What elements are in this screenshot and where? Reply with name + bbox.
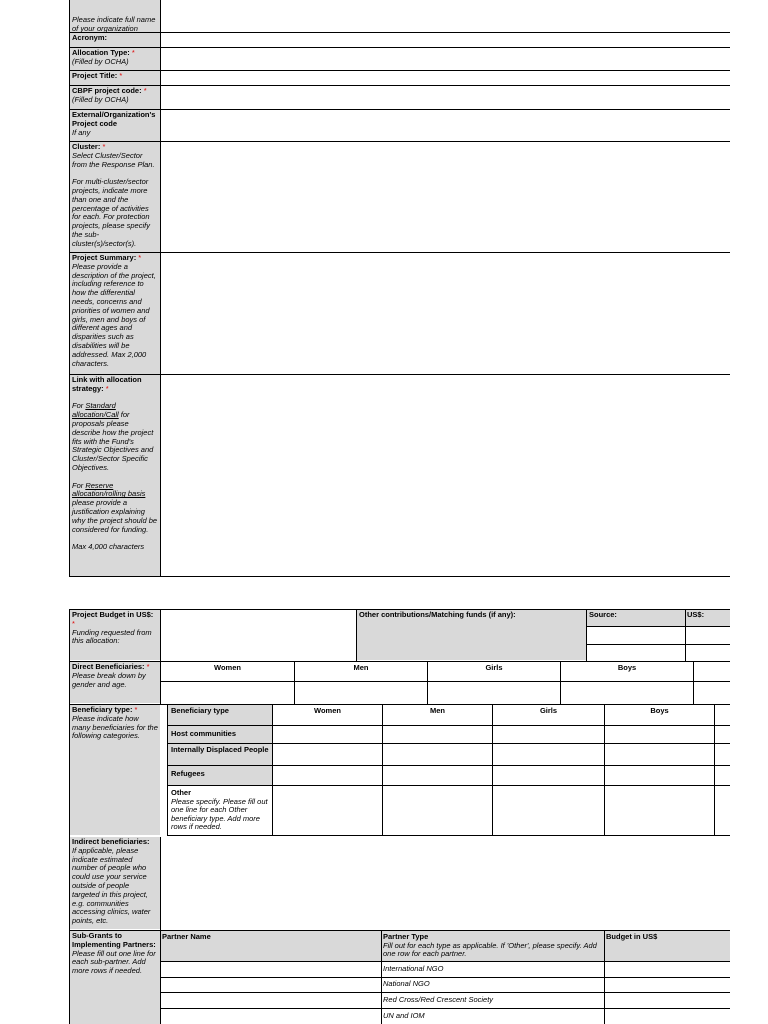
direct-boys-input[interactable] [561,682,693,703]
external-code-input[interactable] [161,110,730,141]
project-title-input[interactable] [161,71,730,85]
subgrants-divider [604,930,605,1024]
allocation-type-input[interactable] [161,48,730,70]
bentype-row-host: Host communities [171,729,237,738]
row-line [70,252,730,253]
bentype-row-refugees: Refugees [171,769,205,778]
budget-divider [356,609,357,661]
other-contrib-label: Other contributions/Matching funds (if any): [359,610,516,619]
budget-input[interactable] [161,610,356,660]
subgrants-divider [381,930,382,1024]
cbpf-code-input[interactable] [161,86,730,109]
row-line [587,644,730,645]
partner-type-intl-ngo[interactable]: International NGO [383,964,444,973]
usd-input-2[interactable] [686,645,730,662]
row-line [70,661,730,662]
direct-col-women: Women [214,663,241,672]
row-line [70,47,730,48]
row-line [161,977,730,978]
bentype-divider [272,704,273,836]
row-line [70,609,730,610]
row-line [70,70,730,71]
direct-beneficiaries-label: Direct Beneficiaries: * Please break down by gender and age. [70,662,160,703]
direct-men-input[interactable] [295,682,427,703]
direct-divider [294,661,295,704]
direct-col-girls: Girls [485,663,503,672]
bentype-divider [604,704,605,836]
strategy-input[interactable] [161,375,730,576]
row-line [70,32,730,33]
row-line [168,725,730,726]
bentype-col-girls: Girls [539,706,558,715]
row-line [70,85,730,86]
partner-type-un-iom[interactable]: UN and IOM [383,1011,425,1020]
direct-divider [693,661,694,704]
partner-type-red-cross[interactable]: Red Cross/Red Crescent Society [383,995,494,1004]
row-line [70,109,730,110]
bentype-divider [492,704,493,836]
bottom-left-border [69,609,70,1024]
source-label: Source: [589,610,617,619]
direct-col-boys: Boys [617,663,637,672]
bentype-row-idp: Internally Displaced People [171,745,269,754]
bentype-divider [714,704,715,836]
cbpf-code-label: CBPF project code: * (Filled by OCHA) [70,86,160,109]
row-line [168,785,730,786]
allocation-type-label: Allocation Type: * (Filled by OCHA) [70,48,160,70]
bentype-divider [382,704,383,836]
row-line [70,704,730,705]
indirect-input[interactable] [161,837,730,929]
bentype-col-women: Women [314,706,341,715]
external-code-label: External/Organization's Project code If any [70,110,160,141]
bentype-col-men: Men [430,706,445,715]
subgrants-label: Sub-Grants to Implementing Partners: Please fill out one line for each sub-partner. Add more rows if needed. [70,931,160,1024]
indirect-beneficiaries-label: Indirect beneficiaries: If applicable, please indicate estimated number of people who could use your service outside of people targeted in this project, e.g. communities accessing clinics, water points, etc. [70,837,160,929]
direct-girls-input[interactable] [428,682,560,703]
cluster-label: Cluster: * Select Cluster/Sector from the Response Plan. For multi-cluster/sector projects, indicate more than one and the percentage of activities for each. For protection projects, please specify the sub-cluster(s)/sector(s). [70,142,160,252]
source-input-2[interactable] [587,645,685,662]
budget-label: Project Budget in US$: * Funding requested from this allocation: [70,610,160,660]
row-line [161,681,730,682]
row-line [587,626,730,627]
row-line [161,1008,730,1009]
budget-usd-header: Budget in US$ [606,932,658,941]
project-summary-input[interactable] [161,253,730,374]
bottom-col-divider [160,609,161,705]
direct-col-men: Men [353,663,369,672]
beneficiary-type-label: Beneficiary type: * Please indicate how many beneficiaries for the following categories. [70,705,160,835]
top-col-divider [160,0,161,577]
strategy-label: Link with allocation strategy: * For Standard allocation/Call for proposals please describe how the project fits with the Fund's Strategic Objectives and Cluster/Sector Specific Objectives. For Reserve allocation/rolling basis please provide a justification explaining why the project should be considered for funding. Max 4,000 characters [70,375,160,576]
row-line [70,141,730,142]
acronym-input[interactable] [161,33,730,47]
partner-type-national-ngo[interactable]: National NGO [383,979,430,988]
partner-type-header: Partner Type Fill out for each type as applicable. If 'Other', please specify. Add one row for each partner. [383,932,597,958]
budget-divider [685,609,686,661]
acronym-label: Acronym: [70,33,160,47]
usd-label: US$: [687,610,705,619]
bottom-col-divider [160,837,161,1024]
row-line [168,743,730,744]
bentype-row-other: Other Please specify. Please fill out one line for each Other beneficiary type. Add more rows if needed. [171,788,268,831]
row-line [161,961,730,962]
project-title-label: Project Title: * [70,71,160,85]
row-line [70,576,730,577]
row-line [161,992,730,993]
partner-name-header: Partner Name [162,932,211,941]
row-line [168,765,730,766]
project-summary-label: Project Summary: * Please provide a description of the project, including reference to how the differential needs, concerns and priorities of women and girls, men and boys of different ages and disparities such as disabilities will be addressed. Max 2,000 characters. [70,253,160,374]
bentype-col-boys: Boys [650,706,669,715]
direct-women-input[interactable] [161,682,294,703]
usd-input-1[interactable] [686,627,730,644]
direct-divider [560,661,561,704]
org-name-input[interactable] [161,0,730,32]
top-left-border [69,0,70,577]
bentype-header: Beneficiary type [171,706,229,715]
source-input-1[interactable] [587,627,685,644]
budget-divider [586,609,587,661]
row-line [70,374,730,375]
cluster-input[interactable] [161,142,730,252]
bentype-divider [167,704,168,836]
row-line [168,835,730,836]
org-name-label: Please indicate full name of your organization [70,0,160,32]
direct-divider [427,661,428,704]
row-line [70,930,730,931]
